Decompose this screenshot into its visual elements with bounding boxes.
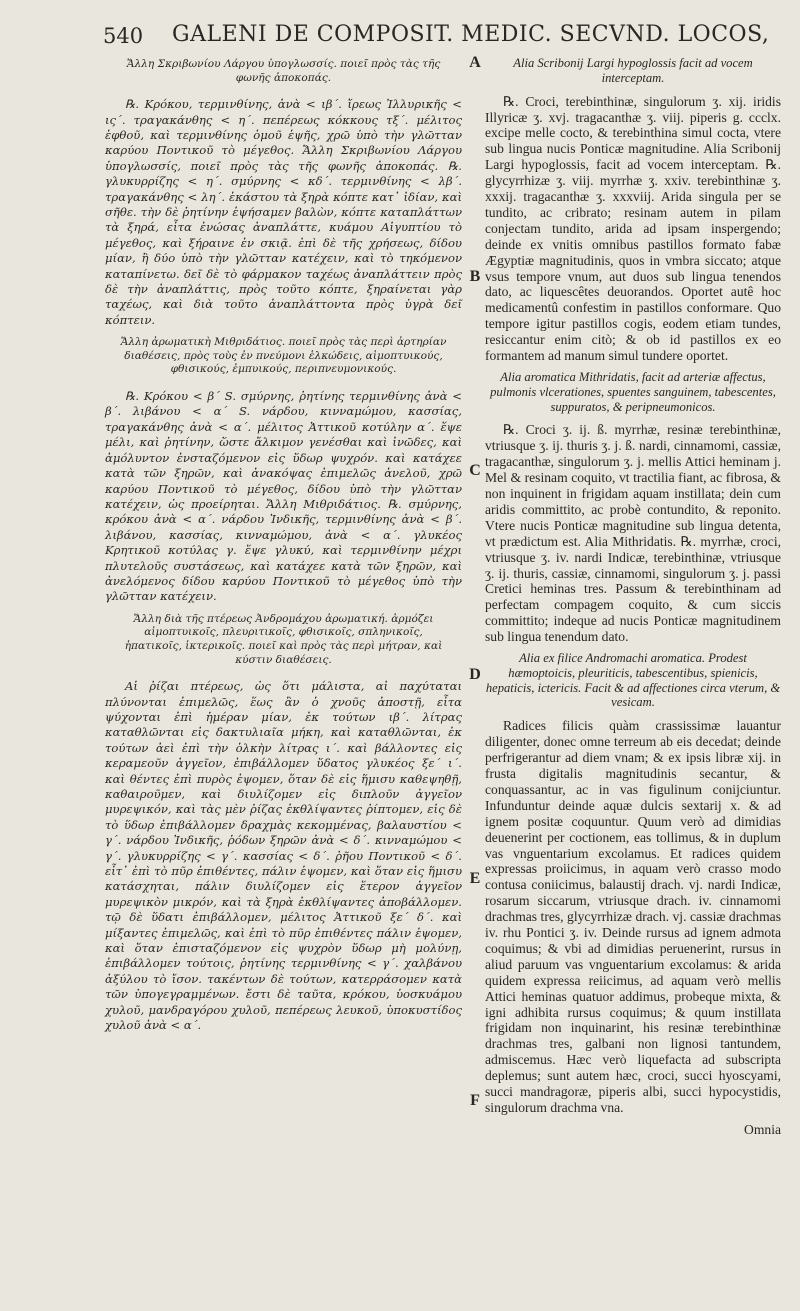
greek-paragraph-mithridates: ℞. Κρόκου < β΄ S. σμύρνης, ῥητίνης τερμινθίνης ἀνὰ < β΄. λιβάνου < α΄ S. νάρδου, κινναμώμου, κασσίας, τραγακάνθης ἀνὰ < α΄. μέλιτος Ἀττικοῦ κοτύλην α΄. ἕψε μέλι, καὶ ῥητίνην, ὥστε ἄλκιμον γενέσθαι καὶ ἰνῶδες, καὶ ἀμόλυντον ἐνσταζόμενον εἰς ὕδωρ ψυχρόν. καὶ κατάχεε κατὰ τῶν ξηρῶν, καὶ ἀνακόψας ἐπιμελῶς ἀνελοῦ, χρῶ καρύου Ποντικοῦ τὸ μέγεθος, δίδου ὑπὸ τὴν γλῶτταν κατέχειν, ὡς προείρηται. Ἄλλη Μιθριδάτιος. ℞. σμύρνης, κρόκου ἀνὰ < α΄. νάρδου Ἰνδικῆς, τερμινθίνης ἀνὰ < β΄. λιβάνου, κασσίας, κινναμώμου, ἀνὰ < α΄. γλυκέος Κρητικοῦ κοτύλας γ. ἕψε γλυκύ, καὶ τερμινθίνην μέχρι πλυτελοῦς συστάσεως, καὶ κατάχεε κατὰ τῶν ξηρῶν, καὶ ἀνελόμενος δίδου καρύου Ποντικοῦ τὸ μέγεθος ὑπὸ τὴν γλῶτταν κατέχειν.: [105, 389, 462, 604]
latin-paragraph-mithridates: ℞. Croci ʒ. ij. ß. myrrhæ, resinæ terebinthinæ, vtriusque ʒ. ij. thuris ʒ. j. ß. nardi, cinnamomi, cassiæ, tragacanthæ, singulorum ʒ. j. mellis Attici heminam j. Mel & resinam coquito, vt tractilia fiant, ac fibrosa, & non inquinent in frigidam aquam instillata; dein cum aridis committito, ac probè contundito, & reponito. Vtere nucis Ponticæ magnitudine sub lingua detenta, vt prædictum est. Alia Mithridatis. ℞. myrrhæ, croci, vtriusque ʒ. iv. nardi Indicæ, terebinthinæ, vtriusque ʒ. ij. thuris, cassiæ, cinnamomi, singulorum ʒ. j. passi Cretici heminas tres. Passum & terebinthinam ad perfectam compagem coquito, & cum siccis committito; indeque ad nucis Ponticæ magnitudinem sub lingua tenendum dato.: [485, 422, 781, 645]
greek-paragraph-scribonius: ℞. Κρόκου, τερμινθίνης, ἀνὰ < ιβ΄. ἴρεως Ἰλλυρικῆς < ις΄. τραγακάνθης < η΄. πεπέρεως κόκκους τξ΄. μέλιτος ἑφθοῦ, καὶ τερμινθίνης ὁμοῦ ἑψῆς, χρῶ ὑπὸ τὴν γλῶτταν καρύου Ποντικοῦ τὸ μέγεθος. Ἄλλη Σκριβωνίου Λάργου ὑπογλωσσίς, ποιεῖ πρὸς τὰς τῆς φωνῆς ἀποκοπάς. ℞. γλυκυρρίζης < η΄. σμύρνης < κδ΄. τερμινθίνης < λβ΄. τραγακάνθης < λη΄. ἑκάστου τὰ ξηρὰ κόπτε κατ᾽ ἰδίαν, καὶ σῆθε. τὴν δὲ ῥητίνην ἑψήσαμεν βαλὼν, κόπτε καταπλάττων τὰ ξηρά, εἶτα ἐνώσας ἀναπλάττε, κυάμου Αἰγυπτίου τὸ μέγεθος, καὶ ξήραινε ἐν σκιᾷ. ἐπὶ δὲ τῆς χρήσεως, δίδου μίαν, ἢ δύο ὑπὸ τὴν γλῶτταν κατέχειν, καὶ τὸ τηκόμενον καταπίνετω. δεῖ δὲ τὸ φάρμακον ταχέως ἀναπλάττειν πρὸς δὲ τὴν ἀναπλάττις, πρὸς τοῦτο κόπτε, ξηραίνεται γὰρ ταχέως, καὶ διὰ τοῦτο ἀναπλάττοντα πρὸς ὑγρὰ δεῖ κόπτειν.: [105, 97, 462, 327]
page-number: 540: [103, 24, 144, 48]
page-header: [0, 20, 800, 54]
greek-column: [105, 52, 462, 1311]
margin-letter-e: E: [469, 870, 481, 887]
margin-letter-d: D: [469, 666, 481, 683]
greek-paragraph-andromachus: Αἱ ῥίζαι πτέρεως, ὡς ὅτι μάλιστα, αἱ παχύταται πλύνονται ἐπιμελῶς, ἕως ἂν ὁ χνοῦς ἀποστῇ, εἶτα ψύχονται ἐπὶ ἡμέραν μίαν, ἐκ τούτων ιβ΄. λίτρας καταθλῶνται εἰς δακτυλιαῖα μήκη, καὶ καταθλῶνται, ἐκ τούτων ἀεὶ ἐπὶ τὴν ὁλκὴν λίτρας ι΄. καὶ βάλλοντες εἰς κεραμεοῦν ἀγγεῖον, ἐπιβάλλομεν ὕδατος γλυκέος ξε΄ ι΄. καὶ θέντες ἐπὶ πυρὸς ἑψομεν, ὅταν δὲ εἰς ἥμισυ καθεψηθῇ, καθαιροῦμεν, καὶ διυλίζομεν εἰς διπλοῦν ἀγγεῖον μυρεψικόν, καὶ τὰς μὲν ῥίζας ἐκθλίψαντες ῥίπτομεν, εἰς δὲ τὸ ὕδωρ ἐπιβάλλομεν δραχμὰς κεκομμένας, βαλαυστίου < γ΄. νάρδου Ἰνδικῆς, ῥόδων ξηρῶν ἀνὰ < δ΄. κινναμώμου < γ΄. γλυκυρρίζης < γ΄. κασσίας < δ΄. ῥῆου Ποντικοῦ < δ΄. εἶτ᾽ ἐπὶ τὸ πῦρ ἐπιθέντες, πάλιν ἑψομεν, καὶ ὅταν εἰς ἥμισυ κατάσχηται, πάλιν διυλίζομεν εἰς ἕτερον ἀγγεῖον μυρεψικὸν μικρόν, καὶ τὰ ξηρὰ ἐκθλίψαντες ἀποβάλλομεν. τῷ δὲ ὕδατι ἐπιβάλλομεν, μέλιτος Ἀττικοῦ ξε΄ δ΄. καὶ μίξαντες ἐπιμελῶς, καὶ ἐπὶ τὸ πῦρ ἐπιθέντες πάλιν ἑψομεν, καὶ ὅταν ἐπισταζόμενον εἰς ψυχρὸν ὕδωρ μὴ μολύνῃ, ἐπιβάλλομεν τούτοις, ῥητίνης τερμινθίνης < γ΄. χαλβάνου ἀξύλου τὸ ἴσον. τακέντων δὲ τούτων, κατερράσομεν κατὰ τῶν ὑπογεγραμμένων. ἔστι δὲ ταῦτα, κρόκου, ὑοσκυάμου χυλοῦ, μανδραγόρου χυλοῦ, πεπέρεως λευκοῦ, ὑποκυστίδος χυλοῦ ἀνὰ < α΄.: [105, 679, 462, 1033]
margin-letter-c: C: [469, 462, 481, 479]
catchword: Omnia: [744, 1121, 781, 1137]
running-title: GALENI DE COMPOSIT. MEDIC. SECVND. LOCOS,: [172, 22, 770, 47]
greek-heading-andromachus: Ἄλλη διὰ τῆς πτέρεως Ἀνδρομάχου ἀρωματική. ἁρμόζει αἱμοπτυικοῖς, πλευριτικοῖς, φθισικοῖς, σπληνικοῖς, ἡπατικοῖς, ἰκτερικοῖς. ποιεῖ καὶ πρὸς τὰς περὶ μήτραν, καὶ κύστιν διαθέσεις.: [124, 612, 443, 666]
margin-letter-f: F: [470, 1092, 480, 1109]
greek-heading-mithridates: Ἄλλη ἀρωματικὴ Μιθριδάτιος. ποιεῖ πρὸς τὰς περὶ ἀρτηρίαν διαθέσεις, πρὸς τοὺς ἐν πνεύμονι ἑλκώδεις, αἱμοπτυικούς, φθισικούς, ἐμπυικούς, περιπνευμονικούς.: [120, 336, 447, 376]
latin-heading-mithridates: Alia aromatica Mithridatis, facit ad arteriæ affectus, pulmonis vlcerationes, spuentes sanguinem, tabescentes, suppuratos, & peripneumonicos.: [490, 370, 776, 414]
latin-column: [485, 52, 781, 1311]
margin-letter-b: B: [469, 268, 481, 285]
margin-letter-a: A: [469, 54, 481, 71]
latin-paragraph-scribonius: ℞. Croci, terebinthinæ, singulorum ʒ. xij. iridis Illyricæ ʒ. xvj. tragacanthæ ʒ. viij. piperis g. ccclx. excipe melle cocto, & terebinthina simul cocta, vtere sub lingua nucis Ponticæ magnitudine. Alia Scribonij Largi hypoglossis, facit ad vocem interceptam. ℞. glycyrrhizæ ʒ. viij. myrrhæ ʒ. xxiv. terebinthinæ ʒ. xxxij. tragacanthæ ʒ. xxxviij. Arida singula per se tundito, ac cribrato; resinam autem in pilam conjectam tundito, arida ad ipsam inspergendo; deinde ex vnitis omnibus pastillos formato fabæ Ægyptiæ magnitudinis, quos in vmbra siccato; atque vsus tempore vnum, aut duos sub lingua tenendos dato, ac liquescêtes deuorandos. Oportet autê hoc medicamentû confestim in pastillos conformare. Quo tempore igitur pastillos cogis, eodem etiam tundes, resiccantur enim citò; & ob id pastillos ex eo formantem ad manum simul tundere oportet.: [485, 93, 781, 364]
latin-paragraph-andromachus: Radices filicis quàm crassissimæ lauantur diligenter, donec omne terreum ab eis decedat; deinde perfrigerantur ad diem vnam; & ex ipsis libræ xij. in frusta digitalis magnitudinis secantur, & conquassantur, ac in vas figulinum conijciuntur. Infunduntur deinde aquæ dulcis sextarij x. & ad ignem positæ coquuntur. Quum verò ad dimidias deuenerint per coctionem, eas tollimus, & in duplum vas vnguentarium excolamus. Et radices quidem expressas proiicimus, in aquam verò crasso modo contusa coniicimus, balaustij drach. vj. nardi Indicæ, rosarum siccarum, vtriusque drach. iv. cinnamomi drachmas tres, glycyrrhizæ drach. vj. cassiæ drachmas iv. rhu Pontici ʒ. iv. Deinde rursus ad ignem admota coquimus; & vbi ad dimidias peruenerint, rursus in aliud paruum vas vnguentarium excolamus: & arida quidem expressa reiicimus, ad aquam verò mellis Attici heminas quatuor addimus, probeque mixta, & igni adhibita rursus coquimus; & quum instillata frigidam non inquinarint, his resinæ terebinthinæ drachmas tres, galbani non lignosi tantundem, admiscemus. Hæc verò liquefacta ad subscripta deplemus; sunt autem hæc, croci, succi hyoscyami, succi mandragoræ, piperis albi, succi hypocystidis, singulorum drachma vna.: [485, 718, 781, 1116]
latin-heading-scribonius: Alia Scribonij Largi hypoglossis facit ad vocem interceptam.: [513, 56, 753, 85]
greek-heading-scribonius: Ἄλλη Σκριβωνίου Λάργου ὑπογλωσσίς. ποιεῖ πρὸς τὰς τῆς φωνῆς ἀποκοπάς.: [126, 58, 441, 84]
latin-heading-andromachus: Alia ex filice Andromachi aromatica. Prodest hæmoptoicis, pleuriticis, tabescentibus, spienicis, hepaticis, ictericis. Facit & ad affectiones circa vterum, & vesicam.: [485, 651, 781, 710]
